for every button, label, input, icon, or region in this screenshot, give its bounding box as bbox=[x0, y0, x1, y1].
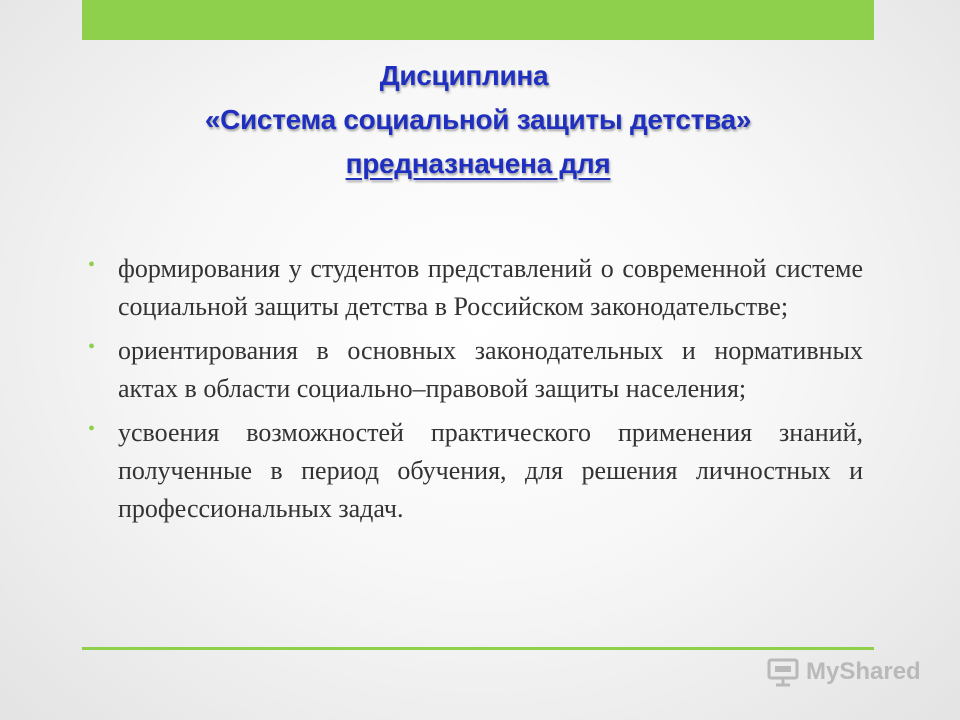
bottom-divider bbox=[82, 647, 874, 650]
slide-title bbox=[82, 54, 874, 186]
bullet-item bbox=[88, 250, 863, 326]
title-line-course-name: «Система социальной защиты детства» bbox=[204, 104, 752, 135]
bullet-text: формирования у студентов представлений о современной системе социальной защиты детства в Российском законодательстве; bbox=[118, 254, 863, 321]
bullet-text: усвоения возможностей практического применения знаний, полученные в период обучения, для решения личностных и профессиональных задач. bbox=[118, 418, 863, 523]
title-purpose-text: предназначена для bbox=[345, 148, 611, 179]
bullet-text: ориентирования в основных законодательных и нормативных актах в области социально–правовой защиты населения; bbox=[118, 336, 863, 403]
title-line-purpose bbox=[82, 142, 874, 186]
top-accent-bar bbox=[82, 0, 874, 40]
bullet-dot-icon: • bbox=[88, 254, 96, 276]
myshared-watermark bbox=[766, 657, 921, 687]
bullet-dot-icon: • bbox=[88, 418, 96, 440]
bullet-item bbox=[88, 414, 863, 528]
title-line-discipline: Дисциплина bbox=[379, 60, 549, 91]
bullet-list bbox=[88, 250, 863, 534]
presentation-icon bbox=[766, 657, 800, 687]
bullet-dot-icon: • bbox=[88, 336, 96, 358]
watermark-text: MyShared bbox=[806, 658, 921, 685]
bullet-item bbox=[88, 332, 863, 408]
